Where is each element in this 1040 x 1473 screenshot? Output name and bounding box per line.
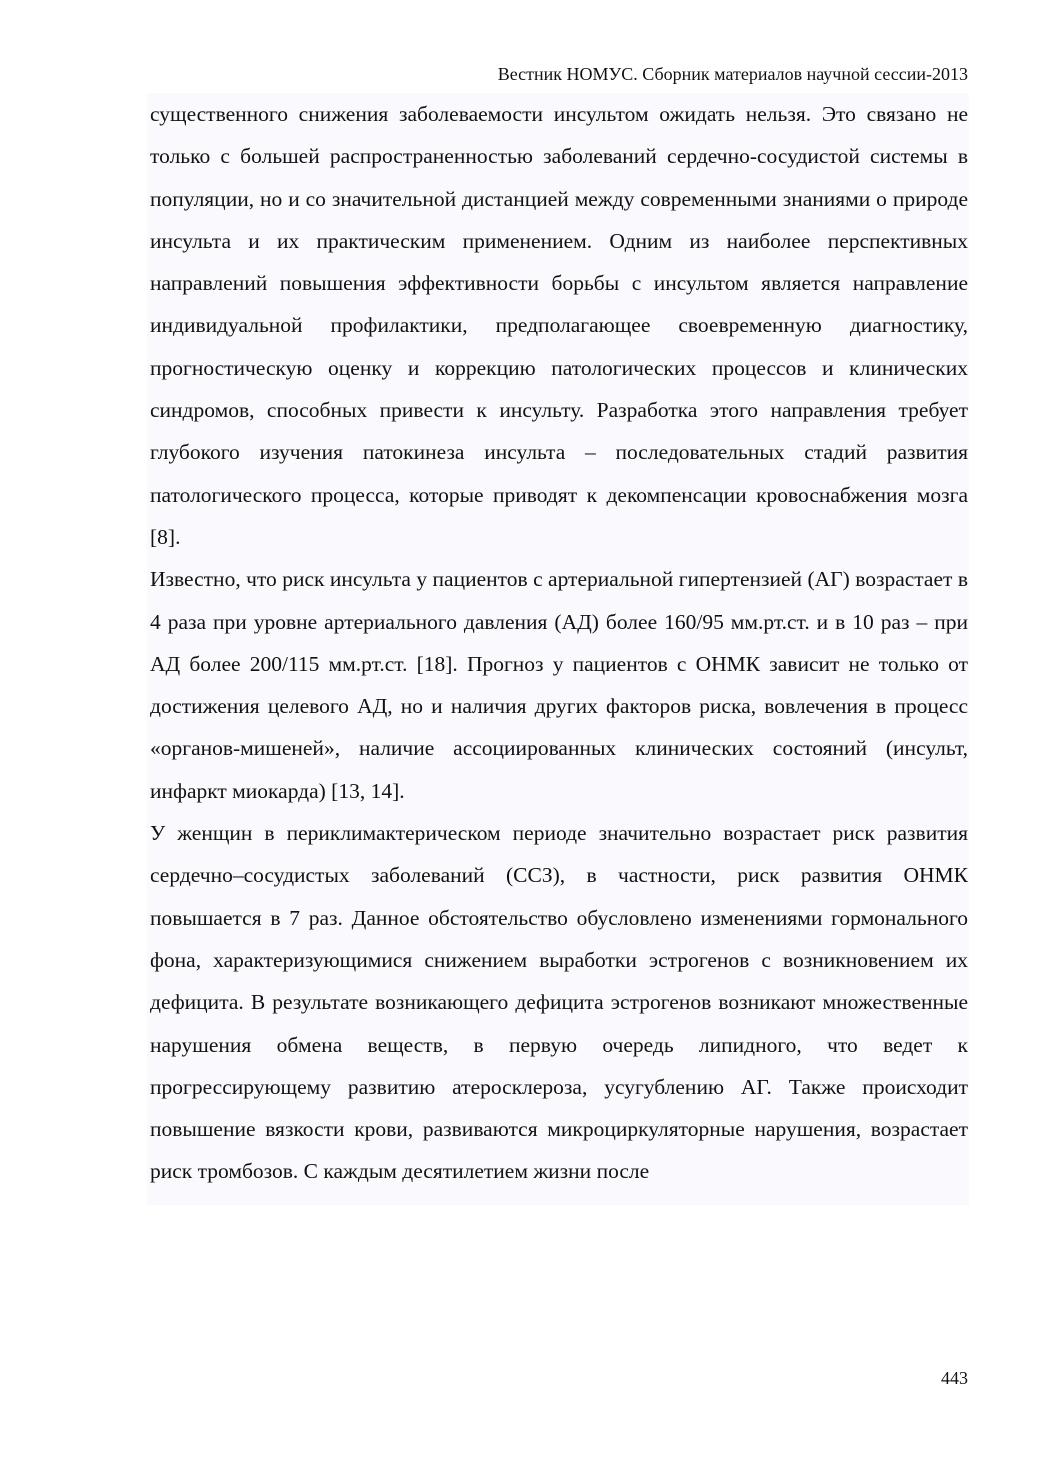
body-text [147,93,969,1205]
paragraph-1: существенного снижения заболеваемости инсультом ожидать нельзя. Это связано не только с большей распространенностью заболеваний сердечно-сосудистой системы в популяции, но и со значительной дистанцией между современными знаниями о природе инсульта и их практическим применением. Одним из наиболее перспективных направлений повышения эффективности борьбы с инсультом является направление индивидуальной профилактики, предполагающее своевременную диагностику, прогностическую оценку и коррекцию патологических процессов и клинических синдромов, способных привести к инсульту. Разработка этого направления требует глубокого изучения патокинеза инсульта – последовательных стадий развития патологического процесса, которые приводят к декомпенсации кровоснабжения мозга [8]. [150,102,968,549]
page-number: 443 [941,1368,968,1388]
paragraph-2: Известно, что риск инсульта у пациентов с артериальной гипертензией (АГ) возрастает в 4 раза при уровне артериального давления (АД) более 160/95 мм.рт.ст. и в 10 раз – при АД более 200/115 мм.рт.ст. [18]. Прогноз у пациентов с ОНМК зависит не только от достижения целевого АД, но и наличия других факторов риска, вовлечения в процесс «органов-мишеней», наличие ассоциированных клинических состояний (инсульт, инфаркт миокарда) [13, 14]. [150,567,968,803]
paragraph-3: У женщин в периклимактерическом периоде значительно возрастает риск развития сердечно–сосудистых заболеваний (ССЗ), в частности, риск развития ОНМК повышается в 7 раз. Данное обстоятельство обусловлено изменениями гормонального фона, характеризующимися снижением выработки эстрогенов с возникновением их дефицита. В результате возникающего дефицита эстрогенов возникают множественные нарушения обмена веществ, в первую очередь липидного, что ведет к прогрессирующему развитию атеросклероза, усугублению АГ. Также происходит повышение вязкости крови, развиваются микроциркуляторные нарушения, возрастает риск тромбозов. С каждым десятилетием жизни после [150,821,968,1184]
running-head: Вестник НОМУС. Сборник материалов научной сессии-2013 [497,64,968,84]
